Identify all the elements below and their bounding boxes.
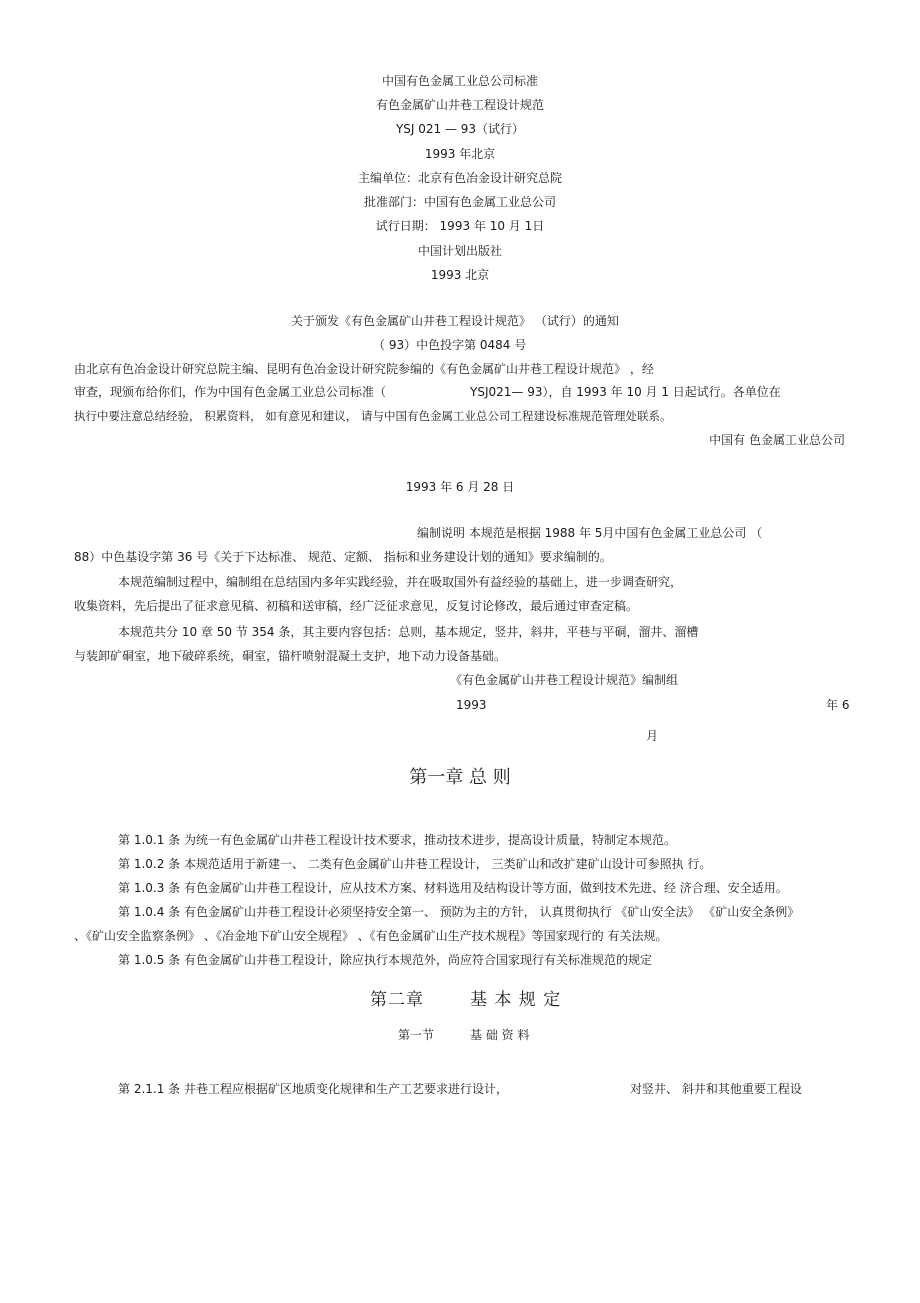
chief-editor-unit: 主编单位：北京有色冶金设计研究总院 [357,171,562,185]
explanation-paragraph-line: 本规范编制过程中，编制组在总结国内多年实践经验，并在吸取国外有益经验的基础上，进一步调查研究， [118,575,683,589]
approval-department: 批准部门：中国有色金属工业总公司 [363,195,556,209]
notice-paragraph-line: YSJ021— 93），自 1993 年 10 月 1 日起试行。各单位在 [470,385,781,399]
notice-date: 1993 年 6 月 28 日 [405,480,515,494]
chapter-1-title: 第一章 总 则 [409,767,511,788]
article-1-0-4-continued: 、《矿山安全监察条例》 、《冶金地下矿山安全规程》 、《有色金属矿山生产技术规程》等国家现行的 有关法规。 [74,929,668,943]
standard-code: YSJ 021 — 93（试行） [395,122,525,136]
publisher: 中国计划出版社 [417,244,502,258]
explanation-paragraph-line: 与装卸矿硐室，地下破碎系统，硐室，锚杆喷射混凝土支护，地下动力设备基础。 [74,649,507,663]
trial-date: 试行日期： 1993 年 10 月 1日 [375,219,545,233]
section-1-title: 基 础 资 料 [470,1028,530,1042]
explanation-paragraph-line: 收集资料，先后提出了征求意见稿、初稿和送审稿，经广泛征求意见，反复讨论修改，最后通过审查定稿。 [74,599,639,613]
notice-issuer: 中国有 色金属工业总公司 [709,433,845,447]
standard-title: 有色金属矿山井巷工程设计规范 [375,98,544,112]
explanation-month-part: 年 6 [826,698,850,712]
standard-issuer: 中国有色金属工业总公司标准 [381,74,538,88]
publication-place-year: 1993 年北京 [424,147,496,161]
article-1-0-1: 第 1.0.1 条 为统一有色金属矿山井巷工程设计技术要求，推动技术进步，提高设计质量，特制定本规范。 [118,833,676,847]
notice-document-number: （ 93）中色投字第 0484 号 [373,338,527,352]
explanation-month: 月 [646,729,659,743]
explanation-paragraph-line: 编制说明 本规范是根据 1988 年 5月中国有色金属工业总公司 （ [417,526,763,540]
article-2-1-1: 第 2.1.1 条 井巷工程应根据矿区地质变化规律和生产工艺要求进行设计， [118,1082,508,1096]
notice-paragraph-line: 由北京有色冶金设计研究总院主编、昆明有色冶金设计研究院参编的《有色金属矿山井巷工程设计规范》 ，经 [74,362,654,376]
article-2-1-1-continued: 对竖井、 斜井和其他重要工程设 [630,1082,802,1096]
notice-paragraph-line: 执行中要注意总结经验， 积累资料， 如有意见和建议， 请与中国有色金属工业总公司工程建设标准规范管理处联系。 [74,409,672,423]
chapter-2-title: 基 本 规 定 [470,990,562,1010]
article-1-0-4: 第 1.0.4 条 有色金属矿山井巷工程设计必须坚持安全第一、 预防为主的方针， 认真贯彻执行 《矿山安全法》 《矿山安全条例》 [118,905,800,919]
article-1-0-2: 第 1.0.2 条 本规范适用于新建一、 二类有色金属矿山井巷工程设计， 三类矿山和改扩建矿山设计可参照执 行。 [118,857,712,871]
article-1-0-5: 第 1.0.5 条 有色金属矿山井巷工程设计，除应执行本规范外，尚应符合国家现行有关标准规范的规定 [118,953,652,967]
explanation-year: 1993 [456,698,487,712]
chapter-2-number: 第二章 [370,990,424,1010]
explanation-paragraph-line: 本规范共分 10 章 50 节 354 条，其主要内容包括：总则，基本规定，竖井，斜井，平巷与平硐，溜井、溜槽 [118,625,699,639]
explanation-paragraph-line: 88）中色基设字第 36 号《关于下达标准、 规范、定额、 指标和业务建设计划的通知》要求编制的。 [74,550,612,564]
section-1-number: 第一节 [398,1028,435,1042]
publisher-year: 1993 北京 [430,268,490,282]
article-1-0-3: 第 1.0.3 条 有色金属矿山井巷工程设计，应从技术方案、材料选用及结构设计等方面，做到技术先进、经 济合理、安全适用。 [118,881,788,895]
explanation-signature: 《有色金属矿山井巷工程设计规范》编制组 [450,673,679,687]
notice-title: 关于颁发《有色金属矿山井巷工程设计规范》 （试行）的通知 [291,314,619,328]
notice-paragraph-line: 审查，现颁布给你们，作为中国有色金属工业总公司标准（ [74,385,387,399]
